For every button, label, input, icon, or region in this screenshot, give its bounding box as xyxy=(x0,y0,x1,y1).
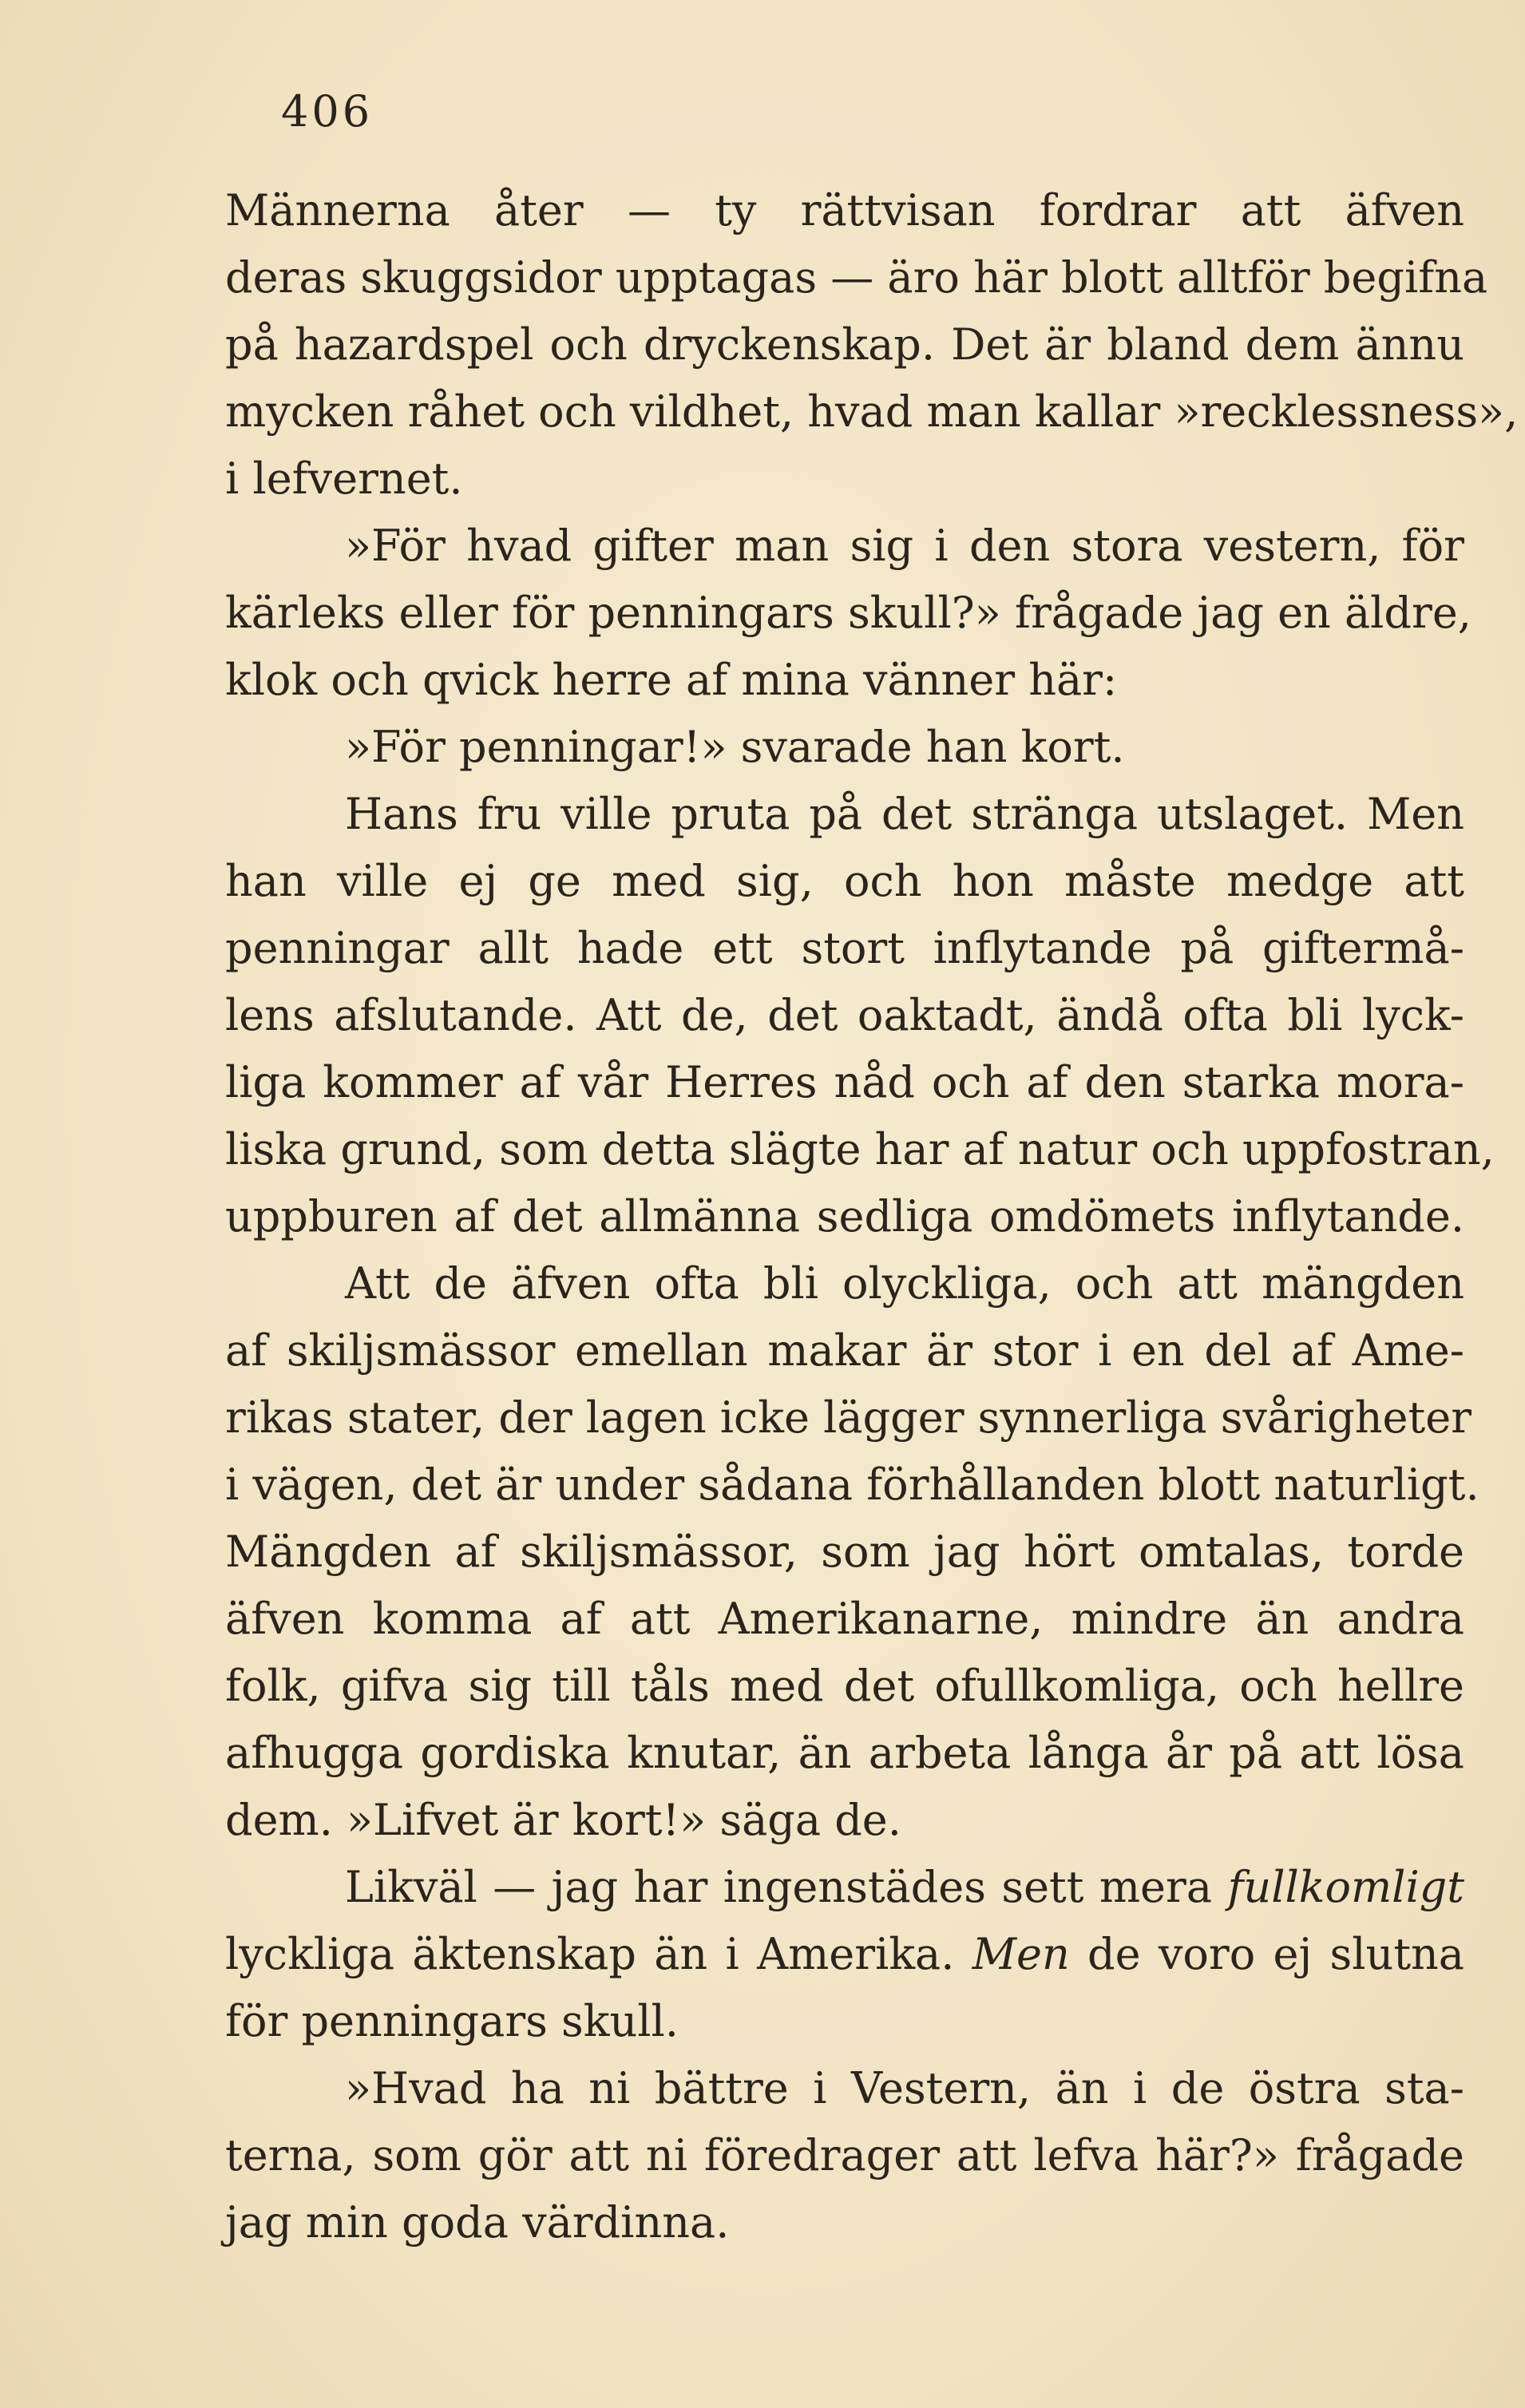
text-line: afhugga gordiska knutar, än arbeta långa år på att lösa xyxy=(225,1728,1464,1778)
text-line: klok och qvick herre af mina vänner här: xyxy=(225,655,1118,705)
text-segment: de voro ej slutna xyxy=(1069,1929,1464,1979)
text-line: penningar allt hade ett stort inflytande på giftermå- xyxy=(225,923,1464,973)
text-line: uppburen af det allmänna sedliga omdömets inflytande. xyxy=(225,1191,1464,1242)
text-line: dem. »Lifvet är kort!» säga de. xyxy=(225,1795,901,1845)
text-line: på hazardspel och dryckenskap. Det är bland dem ännu xyxy=(225,319,1464,370)
text-line: jag min goda värdinna. xyxy=(225,2197,730,2248)
text-line: för penningars skull. xyxy=(225,1996,679,2046)
text-line: Att de äfven ofta bli olyckliga, och att mängden xyxy=(345,1258,1464,1309)
italic-word: Men xyxy=(972,1929,1070,1979)
text-line: mycken råhet och vildhet, hvad man kallar »recklessness», xyxy=(225,386,1519,437)
text-line: liska grund, som detta slägte har af natur och uppfostran, xyxy=(225,1124,1495,1174)
text-line: i lefvernet. xyxy=(225,453,463,504)
text-line xyxy=(225,1921,1464,1988)
text-line: rikas stater, der lagen icke lägger synnerliga svårigheter xyxy=(225,1392,1472,1443)
text-line: lens afslutande. Att de, det oaktadt, ändå ofta bli lyck- xyxy=(225,990,1464,1040)
text-line: liga kommer af vår Herres nåd och af den starka mora- xyxy=(225,1057,1464,1107)
text-line: »För penningar!» svarade han kort. xyxy=(345,722,1125,772)
text-line: han ville ej ge med sig, och hon måste medge att xyxy=(225,856,1464,906)
text-line: »För hvad gifter man sig i den stora vestern, för xyxy=(345,521,1464,571)
page-number: 406 xyxy=(281,86,374,137)
italic-word: fullkomligt xyxy=(1227,1862,1464,1912)
text-line: Hans fru ville pruta på det stränga utslaget. Men xyxy=(345,789,1464,839)
text-segment: Likväl — jag har ingenstädes sett mera xyxy=(345,1862,1228,1912)
text-line: Männerna åter — ty rättvisan fordrar att äfven xyxy=(225,185,1464,236)
text-line: »Hvad ha ni bättre i Vestern, än i de östra sta- xyxy=(345,2063,1464,2113)
text-line: terna, som gör att ni föredrager att lefva här?» frågade xyxy=(225,2130,1464,2180)
text-line: i vägen, det är under sådana förhållanden blott naturligt. xyxy=(225,1459,1479,1510)
text-line: äfven komma af att Amerikanarne, mindre än andra xyxy=(225,1594,1464,1644)
text-line xyxy=(225,1854,1464,1921)
text-line: folk, gifva sig till tåls med det ofullkomliga, och hellre xyxy=(225,1661,1464,1711)
text-line: af skiljsmässor emellan makar är stor i en del af Ame- xyxy=(225,1325,1464,1376)
text-segment: lyckliga äktenskap än i Amerika. xyxy=(225,1929,972,1979)
body-text xyxy=(225,177,1519,2256)
text-line: deras skuggsidor upptagas — äro här blott alltför begifna xyxy=(225,252,1488,303)
text-line: kärleks eller för penningars skull?» frågade jag en äldre, xyxy=(225,588,1472,638)
text-line: Mängden af skiljsmässor, som jag hört omtalas, torde xyxy=(225,1527,1464,1577)
